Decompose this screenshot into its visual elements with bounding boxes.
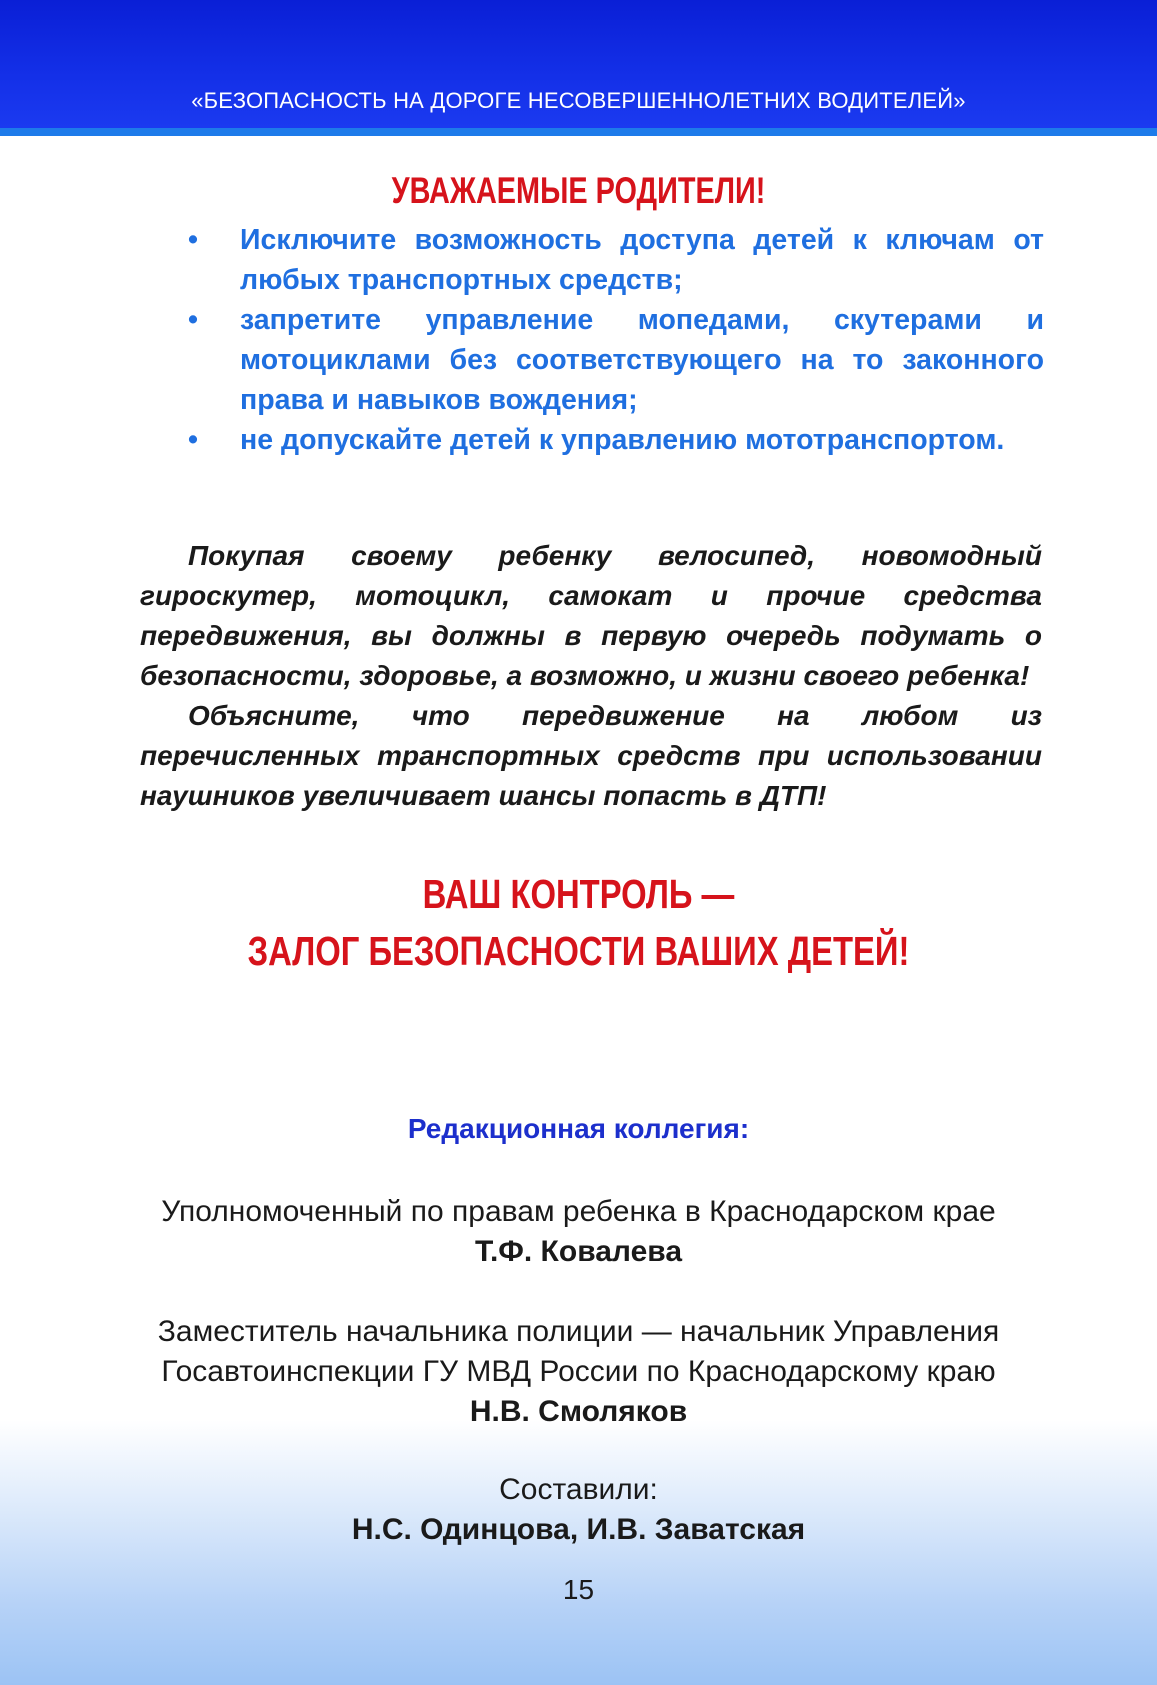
bullet-icon: • xyxy=(188,304,198,336)
credit-role: Госавтоинспекции ГУ МВД России по Краснодарскому краю xyxy=(161,1355,996,1388)
parents-title: УВАЖАЕМЫЕ РОДИТЕЛИ! xyxy=(391,170,766,211)
bullet-text: Исключите возможность доступа детей к ключам от любых транспортных средств; xyxy=(240,224,1044,296)
list-item xyxy=(188,300,1044,420)
bullet-icon: • xyxy=(188,224,198,256)
slogan-line-1: ВАШ КОНТРОЛЬ — xyxy=(422,871,735,917)
list-item xyxy=(188,220,1044,300)
parents-bullet-list xyxy=(188,220,1044,460)
bullet-text: не допускайте детей к управлению мототранспортом. xyxy=(240,424,1005,456)
credit-role: Заместитель начальника полиции — начальник Управления xyxy=(157,1315,1000,1348)
advice-paragraph: Покупая своему ребенку велосипед, новомодный гироскутер, мотоцикл, самокат и прочие средства передвижения, вы должны в первую очередь подумать о безопасности, здоровье, а возможно, и жизни своего ребенка! xyxy=(140,540,1042,691)
advice-paragraph: Объясните, что передвижение на любом из перечисленных транспортных средств при использовании наушников увеличивает шансы попасть в ДТП! xyxy=(140,700,1042,811)
slogan xyxy=(116,866,1042,980)
bullet-text: запретите управление мопедами, скутерами и мотоциклами без соответствующего на то законного права и навыков вождения; xyxy=(240,304,1044,416)
editorial-heading: Редакционная коллегия: xyxy=(407,1113,750,1144)
page-number: 15 xyxy=(562,1574,595,1605)
credit-name: Т.Ф. Ковалева xyxy=(475,1235,682,1268)
credit-role: Составили: xyxy=(499,1473,658,1506)
credit-block xyxy=(0,1192,1157,1272)
credit-block xyxy=(0,1312,1157,1432)
advice-block xyxy=(140,536,1042,816)
bullet-icon: • xyxy=(188,424,198,456)
credit-name: Н.В. Смоляков xyxy=(469,1395,688,1428)
credit-block xyxy=(0,1470,1157,1550)
credit-role: Уполномоченный по правам ребенка в Краснодарском крае xyxy=(161,1195,996,1228)
header-title: «БЕЗОПАСНОСТЬ НА ДОРОГЕ НЕСОВЕРШЕННОЛЕТНИХ ВОДИТЕЛЕЙ» xyxy=(191,88,966,113)
list-item xyxy=(188,420,1044,460)
slogan-line-2: ЗАЛОГ БЕЗОПАСНОСТИ ВАШИХ ДЕТЕЙ! xyxy=(247,928,910,974)
credit-name: Н.С. Одинцова, И.В. Заватская xyxy=(351,1513,806,1546)
